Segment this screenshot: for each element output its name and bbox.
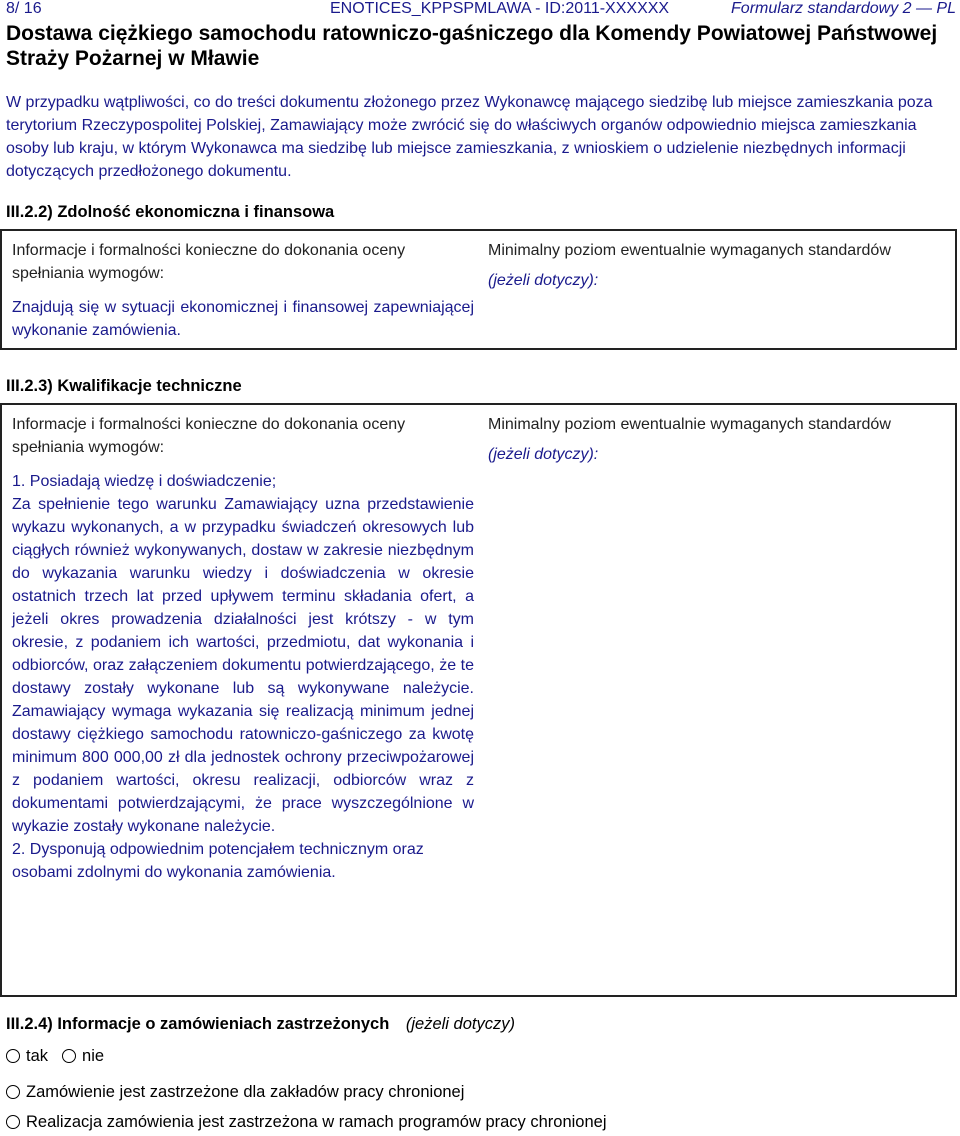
technical-right-column — [488, 413, 948, 466]
economic-left-label: Informacje i formalności konieczne do dokonania oceny spełniania wymogów: — [12, 242, 406, 282]
notice-id: ENOTICES_KPPSPMLAWA - ID:2011-XXXXXX — [330, 0, 670, 17]
technical-item1-title: 1. Posiadają wiedzę i doświadczenie; — [12, 473, 277, 490]
technical-item2-text: 2. Dysponują odpowiednim potencjałem technicznym oraz osobami zdolnymi do wykonania zamówienia. — [12, 841, 424, 881]
technical-right-label: Minimalny poziom ewentualnie wymaganych standardów — [488, 416, 891, 433]
section-heading-economic: III.2.2) Zdolność ekonomiczna i finansowa — [6, 203, 335, 221]
economic-left-column — [12, 239, 474, 342]
economic-right-column — [488, 239, 948, 292]
reserved-line-1[interactable] — [6, 1082, 464, 1102]
section-box-economic — [0, 229, 957, 350]
economic-left-text: Znajdują się w sytuacji ekonomicznej i finansowej zapewniającej wykonanie zamówienia. — [12, 299, 474, 339]
option-yes[interactable] — [6, 1046, 48, 1066]
option-yes-label: tak — [26, 1047, 49, 1065]
reserved-line-2-label: Realizacja zamówienia jest zastrzeżona w ramach programów pracy chronionej — [26, 1113, 607, 1131]
option-no[interactable] — [62, 1046, 104, 1066]
radio-sheltered-workshops-icon[interactable] — [6, 1085, 20, 1099]
technical-left-column — [12, 413, 474, 884]
reserved-heading-text: III.2.4) Informacje o zamówieniach zastrzeżonych — [6, 1015, 390, 1033]
technical-right-note: (jeżeli dotyczy): — [488, 446, 599, 463]
document-title: Dostawa ciężkiego samochodu ratowniczo-gaśniczego dla Komendy Powiatowej Państwowej Straży Pożarnej w Mławie — [6, 22, 938, 70]
option-no-label: nie — [82, 1047, 105, 1065]
section-heading-technical: III.2.3) Kwalifikacje techniczne — [6, 377, 242, 395]
reserved-heading-note: (jeżeli dotyczy) — [405, 1015, 515, 1033]
form-name: Formularz standardowy 2 — PL — [731, 0, 956, 17]
economic-right-note: (jeżeli dotyczy): — [488, 272, 599, 289]
technical-left-label: Informacje i formalności konieczne do dokonania oceny spełniania wymogów: — [12, 416, 406, 456]
page-number: 8/ 16 — [6, 0, 42, 17]
reserved-line-1-label: Zamówienie jest zastrzeżone dla zakładów pracy chronionej — [26, 1083, 465, 1101]
section-heading-reserved — [6, 1015, 515, 1034]
reserved-options — [6, 1046, 118, 1066]
radio-yes-icon[interactable] — [6, 1049, 20, 1063]
info-paragraph: W przypadku wątpliwości, co do treści dokumentu złożonego przez Wykonawcę mającego siedzibę lub miejsce zamieszkania poza terytorium Rzeczypospolitej Polskiej, Zamawiający może zwrócić się do właściwych organów odpowiednio miejsca zamieszkania osoby lub kraju, w którym Wykonawca ma siedzibę lub miejsce zamieszkania, z wnioskiem o udzielenie niezbędnych informacji dotyczących przedłożonego dokumentu. — [6, 94, 933, 180]
economic-right-label: Minimalny poziom ewentualnie wymaganych standardów — [488, 242, 891, 259]
radio-no-icon[interactable] — [62, 1049, 76, 1063]
section-box-technical — [0, 403, 957, 997]
reserved-line-2[interactable] — [6, 1112, 607, 1132]
page-header — [0, 0, 960, 20]
radio-sheltered-programmes-icon[interactable] — [6, 1115, 20, 1129]
technical-item1-text: Za spełnienie tego warunku Zamawiający uzna przedstawienie wykazu wykonanych, a w przypadku świadczeń okresowych lub ciągłych również wykonywanych, dostaw w zakresie niezbędnym do wykazania warunku wiedzy i doświadczenia w okresie ostatnich trzech lat przed upływem terminu składania ofert, a jeżeli okres prowadzenia działalności jest krótszy - w tym okresie, z podaniem ich wartości, przedmiotu, dat wykonania i odbiorców, oraz załączeniem dokumentu potwierdzającego, że te dostawy zostały wykonane lub są wykonywane należycie. Zamawiający wymaga wykazania się realizacją minimum jednej dostawy ciężkiego samochodu ratowniczo-gaśniczego za kwotę minimum 800 000,00 zł dla jednostek ochrony przeciwpożarowej z podaniem wartości, okresu realizacji, odbiorców wraz z dokumentami potwierdzającymi, że prace wyszczególnione w wykazie zostały wykonane należycie. — [12, 496, 474, 835]
